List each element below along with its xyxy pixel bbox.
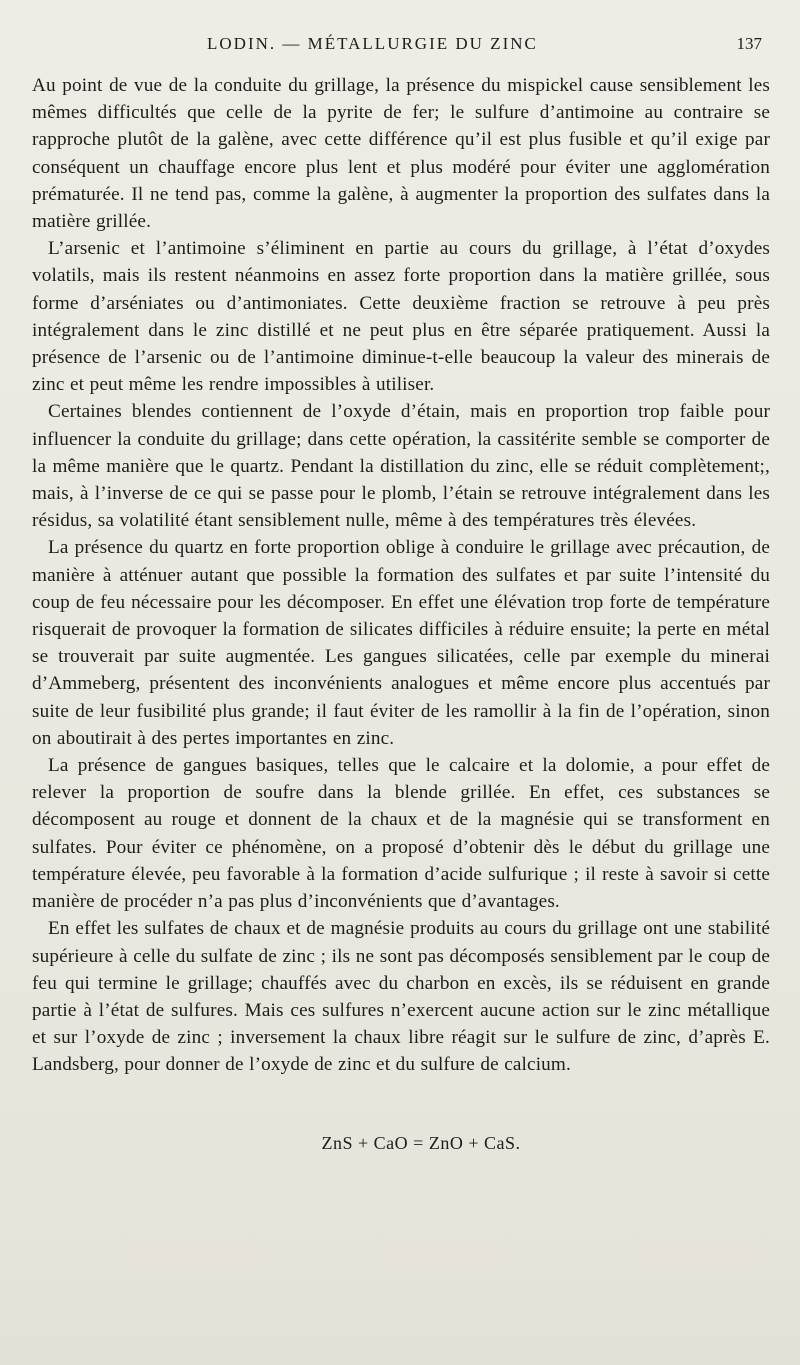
paragraph-quartz: La présence du quartz en forte proportion oblige à conduire le grillage avec précaution, de manière à atténuer autant que possible la formation des sulfates et par suite l’intensité du coup de feu nécessaire pour les décomposer. En effet une élévation trop forte de température risquerait de provoquer la formation de silicates difficiles à réduire ensuite; la perte en métal se trouverait par suite augmentée. Les gangues silicatées, celle par exemple du minerai d’Ammeberg, présentent des inconvénients analogues et même encore plus accentués par suite de leur fusibilité plus grande; il faut éviter de les ramollir à la fin de l’opération, sinon on aboutirait à des pertes importantes en zinc. [32,537,770,749]
running-title: LODIN. — MÉTALLURGIE DU ZINC [207,34,538,53]
page-bleed-through [0,1215,800,1365]
body-text [32,72,770,1079]
paragraph-gangues-basiques: La présence de gangues basiques, telles que le calcaire et la dolomie, a pour effet de relever la proportion de soufre dans la blende grillée. En effet, ces substances se décomposent au rouge et donnent de la chaux et de la magnésie qui se transforment en sulfates. Pour éviter ce phénomène, on a proposé d’obtenir dès le début du grillage une température élevée, peu favorable à la formation d’acide sulfurique ; il reste à savoir si cette manière de procéder n’a pas plus d’inconvénients que d’avantages. [32,755,770,913]
running-head [32,28,770,62]
paragraph-sulfates-chaux: En effet les sulfates de chaux et de magnésie produits au cours du grillage ont une stabilité supérieure à celle du sulfate de zinc ; ils ne sont pas décomposés sensiblement par le coup de feu qui termine le grillage; chauffés avec du charbon en excès, ils se réduisent en grande partie à l’état de sulfures. Mais ces sulfures n’exercent aucune action sur le zinc métallique et sur l’oxyde de zinc ; inversement la chaux libre réagit sur le sulfure de zinc, d’après E. Landsberg, pour donner de l’oxyde de zinc et du sulfure de calcium. [32,918,770,1076]
paragraph-arsenic-antimoine: L’arsenic et l’antimoine s’éliminent en partie au cours du grillage, à l’état d’oxydes volatils, mais ils restent néanmoins en assez forte proportion dans la matière grillée, sous forme d’arséniates ou d’antimoniates. Cette deuxième fraction se retrouve à peu près intégralement dans le zinc distillé et ne peut plus en être séparée pratiquement. Aussi la présence de l’arsenic ou de l’antimoine diminue-t-elle beaucoup la valeur des minerais de zinc et peut même les rendre impossibles à utiliser. [32,238,770,396]
page-number: 137 [736,34,762,53]
paragraph-mispickel: Au point de vue de la conduite du grillage, la présence du mispickel cause sensiblement les mêmes difficultés que celle de la pyrite de fer; le sulfure d’antimoine au contraire se rapproche plutôt de la galène, avec cette différence qu’il est plus fusible et qu’il exige par conséquent un chauffage encore plus lent et plus modéré pour éviter une agglomération prématurée. Il ne tend pas, comme la galène, à augmenter la proportion des sulfates dans la matière grillée. [32,75,770,233]
paragraph-etain: Certaines blendes contiennent de l’oxyde d’étain, mais en proportion trop faible pour influencer la conduite du grillage; dans cette opération, la cassitérite semble se comporter de la même manière que le quartz. Pendant la distillation du zinc, elle se réduit complètement;, mais, à l’inverse de ce qui se passe pour le plomb, l’étain se retrouve intégralement dans les résidus, sa volatilité étant sensiblement nulle, même à des températures très élevées. [32,401,770,532]
chemical-formula: ZnS + CaO = ZnO + CaS. [321,1132,521,1153]
